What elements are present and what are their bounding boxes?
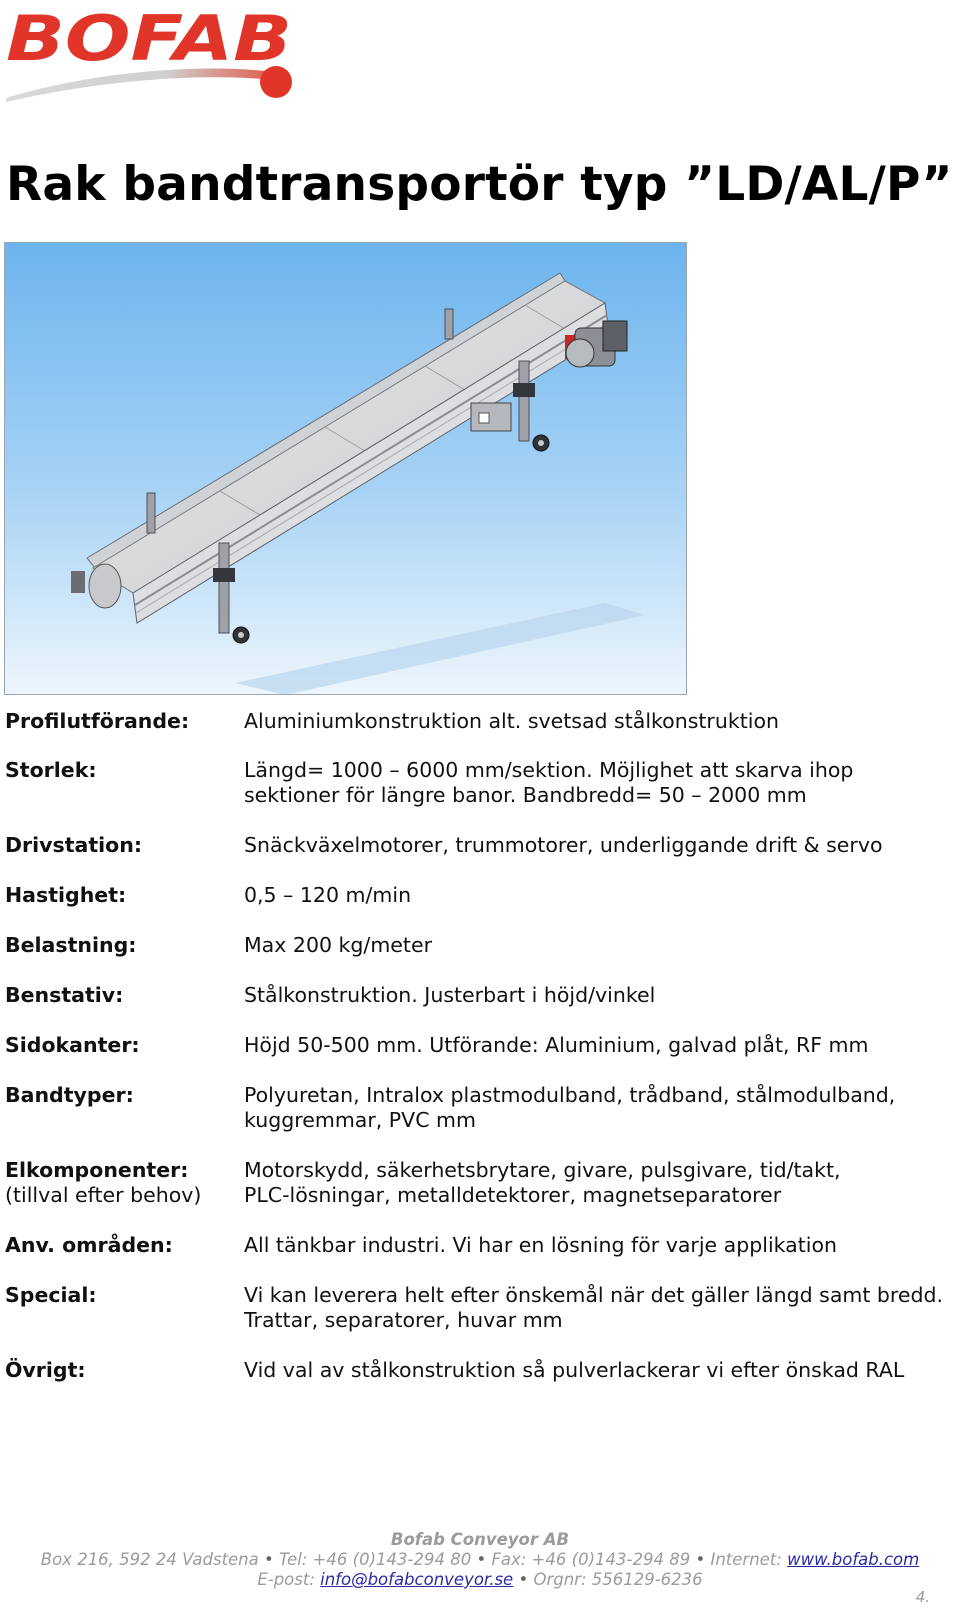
spec-value: 0,5 – 120 m/min bbox=[244, 883, 412, 907]
spec-label: Övrigt: bbox=[5, 1358, 86, 1382]
conveyor-illustration-icon bbox=[5, 243, 687, 695]
logo-text: BOFAB bbox=[6, 2, 292, 75]
spec-label-sub: (tillval efter behov) bbox=[5, 1183, 202, 1207]
footer-internet-label: Internet: bbox=[710, 1550, 782, 1569]
spec-value: Höjd 50-500 mm. Utförande: Aluminium, galvad plåt, RF mm bbox=[244, 1033, 869, 1057]
footer-contact-line-1 bbox=[0, 1550, 960, 1570]
spec-value: Aluminiumkonstruktion alt. svetsad stålkonstruktion bbox=[244, 709, 779, 733]
spec-label: Belastning: bbox=[5, 933, 137, 957]
spec-label: Profilutförande: bbox=[5, 709, 190, 733]
spec-label: Anv. områden: bbox=[5, 1233, 173, 1257]
spec-value: Stålkonstruktion. Justerbart i höjd/vinkel bbox=[244, 983, 656, 1007]
footer-website-link[interactable]: www.bofab.com bbox=[787, 1550, 920, 1569]
spec-label: Hastighet: bbox=[5, 883, 127, 907]
spec-label: Drivstation: bbox=[5, 833, 143, 857]
spec-label-main: Elkomponenter: bbox=[5, 1158, 189, 1182]
spec-value: Motorskydd, säkerhetsbrytare, givare, pulsgivare, tid/takt, PLC-lösningar, metalldetektorer, magnetseparatorer bbox=[244, 1158, 841, 1207]
spec-value: Vid val av stålkonstruktion så pulverlackerar vi efter önskad RAL bbox=[244, 1358, 905, 1382]
bullet-separator: • bbox=[264, 1550, 274, 1569]
footer-email-label: E-post: bbox=[257, 1570, 315, 1589]
spec-label: Special: bbox=[5, 1283, 97, 1307]
footer-tel: Tel: +46 (0)143-294 80 bbox=[279, 1550, 472, 1569]
spec-label: Sidokanter: bbox=[5, 1033, 140, 1057]
spec-value: Polyuretan, Intralox plastmodulband, trådband, stålmodulband, kuggremmar, PVC mm bbox=[244, 1083, 896, 1132]
bullet-separator: • bbox=[695, 1550, 706, 1569]
spec-value: Längd= 1000 – 6000 mm/sektion. Möjlighet att skarva ihop sektioner för längre banor. Bandbredd= 50 – 2000 mm bbox=[244, 758, 854, 807]
spec-value: Max 200 kg/meter bbox=[244, 933, 432, 957]
spec-label: Storlek: bbox=[5, 758, 97, 782]
bullet-separator: • bbox=[476, 1550, 487, 1569]
footer-contact-line-2 bbox=[0, 1570, 960, 1590]
footer-address: Box 216, 592 24 Vadstena bbox=[40, 1550, 259, 1569]
bullet-separator: • bbox=[518, 1570, 529, 1589]
bofab-logo bbox=[4, 2, 304, 102]
spec-value: All tänkbar industri. Vi har en lösning för varje applikation bbox=[244, 1233, 837, 1257]
spec-value: Vi kan leverera helt efter önskemål när det gäller längd samt bredd. Trattar, separatorer, huvar mm bbox=[244, 1283, 944, 1332]
spec-value: Snäckväxelmotorer, trummotorer, underliggande drift & servo bbox=[244, 833, 883, 857]
page-number: 4. bbox=[915, 1588, 930, 1606]
spec-label: Bandtyper: bbox=[5, 1083, 134, 1107]
footer-fax: Fax: +46 (0)143-294 89 bbox=[491, 1550, 691, 1569]
footer-email-link[interactable]: info@bofabconveyor.se bbox=[320, 1570, 514, 1589]
page-title: Rak bandtransportör typ ”LD/AL/P” bbox=[6, 157, 953, 212]
footer-orgnr: Orgnr: 556129-6236 bbox=[533, 1570, 703, 1589]
page-footer bbox=[0, 1530, 960, 1590]
spec-label bbox=[5, 1158, 240, 1208]
spec-label: Benstativ: bbox=[5, 983, 124, 1007]
footer-company: Bofab Conveyor AB bbox=[390, 1530, 570, 1549]
product-photo bbox=[4, 242, 687, 695]
